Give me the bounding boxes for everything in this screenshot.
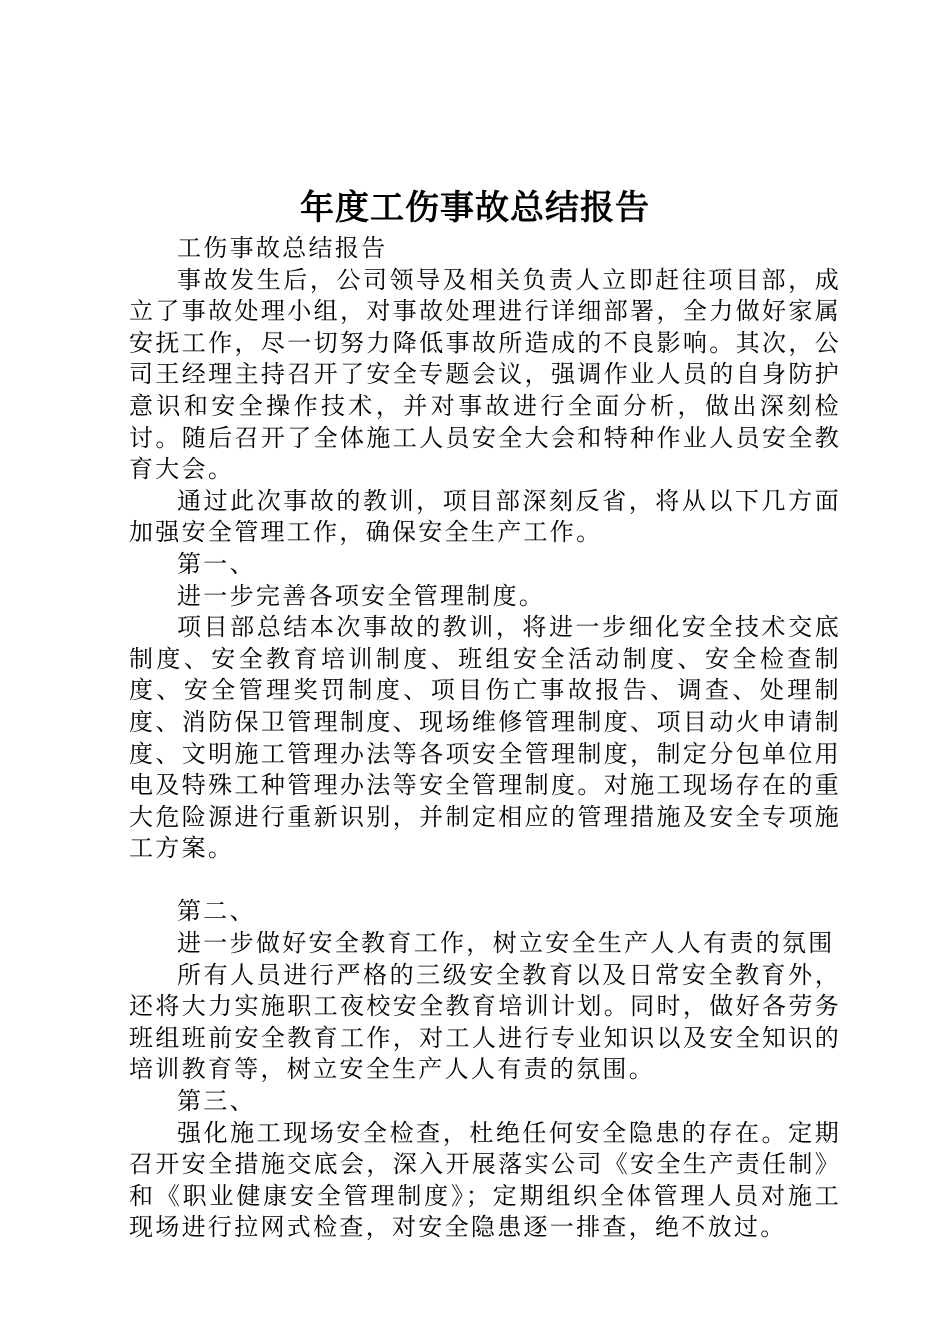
section-third-label: 第三、 (177, 1087, 256, 1116)
paragraph-aftermath: 事故发生后，公司领导及相关负责人立即赶往项目部，成立了事故处理小组，对事故处理进行详细部署，全力做好家属安抚工作，尽一切努力降低事故所造成的不良影响。其次，公司王经理主持召开了安全专题会议，强调作业人员的自身防护意识和安全操作技术，并对事故进行全面分析，做出深刻检讨。随后召开了全体施工人员安全大会和特种作业人员安全教育大会。 (129, 265, 841, 484)
subtitle-paragraph: 工伤事故总结报告 (177, 234, 388, 262)
section-second-heading: 进一步做好安全教育工作，树立安全生产人人有责的氛围 (177, 929, 835, 958)
paragraph-first-body: 项目部总结本次事故的教训，将进一步细化安全技术交底制度、安全教育培训制度、班组安全活动制度、安全检查制度、安全管理奖罚制度、项目伤亡事故报告、调查、处理制度、消防保卫管理制度、现场维修管理制度、项目动火申请制度、文明施工管理办法等各项安全管理制度，制定分包单位用电及特殊工种管理办法等安全管理制度。对施工现场存在的重大危险源进行重新识别，并制定相应的管理措施及安全专项施工方案。 (129, 613, 841, 863)
paragraph-lessons: 通过此次事故的教训，项目部深刻反省，将从以下几方面加强安全管理工作，确保安全生产工作。 (129, 486, 841, 547)
section-second-label: 第二、 (177, 897, 256, 926)
paragraph-third-body: 强化施工现场安全检查，杜绝任何安全隐患的存在。定期召开安全措施交底会，深入开展落实公司《安全生产责任制》和《职业健康安全管理制度》；定期组织全体管理人员对施工现场进行拉网式检查，对安全隐患逐一排查，绝不放过。 (129, 1118, 841, 1242)
section-first-heading: 进一步完善各项安全管理制度。 (177, 581, 546, 610)
section-first-label: 第一、 (177, 549, 256, 578)
paragraph-second-body: 所有人员进行严格的三级安全教育以及日常安全教育外，还将大力实施职工夜校安全教育培训计划。同时，做好各劳务班组班前安全教育工作，对工人进行专业知识以及安全知识的培训教育等，树立安全生产人人有责的氛围。 (129, 960, 841, 1084)
document-title: 年度工伤事故总结报告 (300, 188, 650, 228)
document-body (129, 233, 841, 1244)
